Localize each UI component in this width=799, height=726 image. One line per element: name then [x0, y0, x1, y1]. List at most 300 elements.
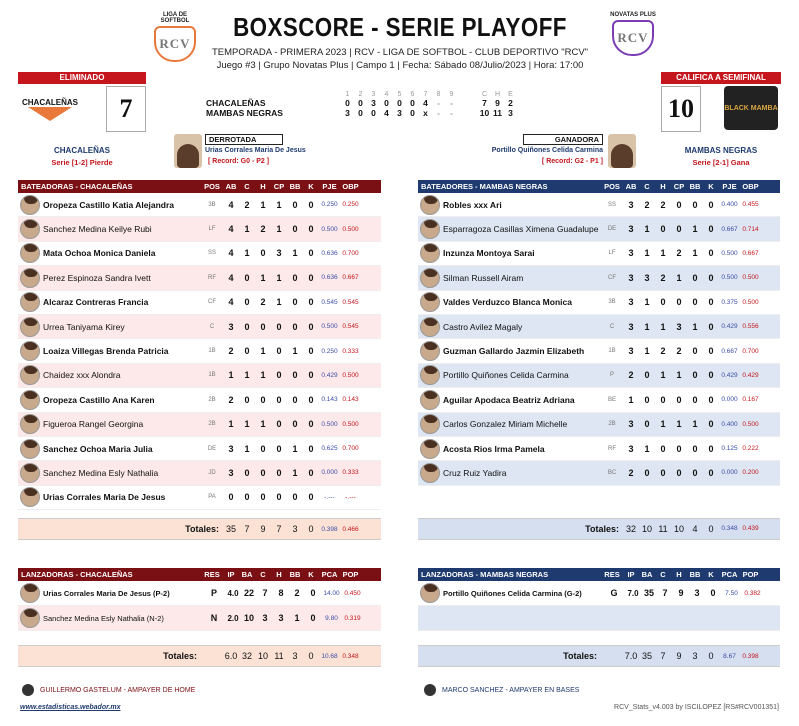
player-avatar	[420, 341, 440, 361]
stat-avg: 0.000	[721, 469, 738, 477]
total-value: 32	[625, 523, 636, 534]
stat-value: 1	[660, 248, 666, 259]
stat-value: 0	[308, 321, 314, 332]
inning-runs: 0	[371, 108, 376, 118]
stat-value: 1	[244, 443, 250, 454]
player-avatar	[20, 341, 40, 361]
stat-value: 0	[308, 419, 314, 430]
position: SS	[207, 250, 216, 257]
stat-avg: 0.429	[321, 371, 338, 379]
stat-value: 0	[660, 297, 666, 308]
player-avatar	[20, 608, 40, 628]
stat-value: 0	[260, 467, 266, 478]
stat-value: 0	[260, 443, 266, 454]
totals-label: Totales:	[163, 651, 197, 661]
player-name: Castro Avilez Magaly	[443, 321, 523, 332]
player-name: Sanchez Medina Esly Nathalia (N-2)	[43, 613, 164, 623]
table-row	[18, 193, 381, 217]
stat-value: 3	[628, 224, 634, 235]
table-row	[418, 437, 780, 461]
site-link[interactable]: www.estadisticas.webador.mx	[20, 704, 121, 711]
stat-value: 0	[292, 419, 298, 430]
group-logo-label: NOVATAS PLUS	[610, 12, 656, 18]
home-status-badge: CALIFICA A SEMIFINAL	[661, 72, 781, 84]
stat-value: 10	[243, 613, 254, 623]
table-header	[18, 180, 381, 193]
stat-value: 0	[708, 467, 714, 478]
inning-runs: 0	[345, 98, 350, 108]
table-row	[418, 315, 780, 339]
total-value: 0.398	[321, 525, 338, 533]
player-avatar	[20, 195, 40, 215]
table-row	[418, 581, 780, 606]
away-score: 7	[106, 86, 146, 132]
player-name: Alcaraz Contreras Francia	[43, 297, 149, 308]
home-umpire	[22, 684, 195, 696]
total-value: 0	[708, 523, 714, 534]
total-value: 10	[673, 523, 684, 534]
stat-value: 0	[708, 321, 714, 332]
position: CF	[608, 274, 616, 281]
inning-header: 4	[384, 91, 389, 98]
stat-value: 0	[260, 394, 266, 405]
inning-runs: -	[450, 98, 453, 108]
total-value: 9	[260, 524, 266, 535]
stat-value: 0	[310, 588, 316, 598]
table-row	[18, 364, 381, 388]
stat-avg: 0.375	[721, 298, 738, 306]
table-row	[18, 291, 381, 315]
player-name: Urias Corrales Maria De Jesus (P-2)	[43, 588, 170, 598]
column-header: C	[260, 570, 266, 579]
league-logo-left	[148, 12, 202, 60]
total-value: 9	[676, 651, 682, 661]
total-value: 11	[274, 651, 284, 661]
stat-value: 1	[644, 346, 650, 357]
position: C	[209, 323, 215, 330]
total-value: 0.348	[721, 525, 738, 533]
column-header: CP	[673, 182, 685, 191]
home-pitching-table	[418, 568, 780, 667]
stat-value: 22	[243, 588, 254, 598]
league-logo-right	[606, 12, 660, 60]
stat-value: 1	[276, 224, 282, 235]
linescore-team: MAMBAS NEGRAS	[206, 108, 283, 118]
inning-header: 9	[449, 91, 454, 98]
stat-value: 0	[244, 346, 250, 357]
table-header	[18, 568, 381, 581]
stat-value: 1	[692, 248, 698, 259]
stat-value: 0	[708, 346, 714, 357]
inning-runs: 4	[384, 108, 389, 118]
away-team-logo	[18, 88, 82, 130]
stat-value: 1	[260, 419, 266, 430]
player-name: Urias Corrales Maria De Jesus	[43, 492, 166, 503]
stat-avg: 9.80	[325, 614, 338, 622]
position: LF	[608, 250, 616, 257]
stat-value: 0	[708, 199, 714, 210]
player-avatar	[20, 463, 40, 483]
player-name: Esparragoza Casillas Ximena Guadalupe	[443, 224, 599, 235]
table-header	[418, 180, 780, 193]
stat-obp: 0.667	[742, 249, 759, 257]
stat-value: 0	[244, 272, 250, 283]
column-header: H	[676, 570, 682, 579]
stat-value: 3	[262, 613, 268, 623]
stat-value: 1	[644, 297, 650, 308]
position: 1B	[208, 372, 216, 379]
linescore-total: 2	[508, 98, 513, 108]
total-value: 3	[692, 651, 698, 661]
stat-value: 0	[308, 443, 314, 454]
column-header: RES	[604, 570, 620, 579]
totals-row	[18, 518, 381, 540]
stat-value: 1	[660, 370, 666, 381]
player-name: Silman Russell Airam	[443, 272, 524, 283]
inning-runs: 4	[423, 98, 428, 108]
stat-obp: 0.429	[742, 371, 759, 379]
stat-value: 0	[228, 492, 234, 503]
stat-value: 4	[228, 297, 234, 308]
position: C	[609, 323, 615, 330]
position: 3B	[608, 299, 616, 306]
inning-runs: -	[437, 108, 440, 118]
stat-avg: -.---	[324, 493, 335, 501]
spacer	[418, 631, 780, 645]
stat-value: 7.0	[627, 588, 639, 598]
stat-value: 4.0	[227, 588, 239, 598]
stat-obp: 0.333	[342, 347, 359, 355]
player-avatar	[420, 243, 440, 263]
stat-value: 3	[628, 199, 634, 210]
table-row	[418, 339, 780, 363]
total-value: 4	[692, 523, 698, 534]
stat-obp: 0.167	[742, 396, 759, 404]
result: P	[210, 588, 217, 598]
player-name: Sanchez Medina Keilye Rubi	[43, 224, 152, 235]
stat-value: 1	[276, 199, 282, 210]
stat-value: 1	[292, 443, 298, 454]
stat-value: 35	[643, 588, 654, 598]
player-avatar	[20, 583, 40, 603]
stat-value: 0	[276, 321, 282, 332]
umpire-icon	[424, 684, 436, 696]
stat-avg: 0.400	[721, 201, 738, 209]
stat-value: 0	[308, 370, 314, 381]
linescore-total: 3	[508, 108, 513, 118]
stat-value: 1	[644, 224, 650, 235]
table-row	[18, 486, 381, 510]
winner-label: GANADORA	[523, 134, 603, 145]
position: P	[609, 372, 614, 379]
loser-photo	[174, 134, 202, 168]
stat-value: 0	[292, 199, 298, 210]
base-umpire-name: MARCO SANCHEZ - AMPAYER EN BASES	[442, 686, 580, 694]
stat-avg: 0.429	[721, 371, 738, 379]
stat-avg: 0.500	[321, 420, 338, 428]
player-name: Mata Ochoa Monica Daniela	[43, 248, 156, 259]
position: 3B	[208, 201, 216, 208]
position: SS	[607, 201, 616, 208]
stat-avg: 0.400	[721, 420, 738, 428]
player-avatar	[420, 365, 440, 385]
stat-value: 1	[644, 443, 650, 454]
stat-obp: 0.319	[344, 614, 361, 622]
total-value: 0.398	[742, 652, 759, 660]
stat-value: 1	[260, 346, 266, 357]
linescore-total: 10	[479, 108, 490, 118]
column-header: POS	[204, 182, 220, 191]
column-header: K	[708, 182, 714, 191]
stat-value: 1	[260, 199, 266, 210]
stat-value: 0	[660, 224, 666, 235]
column-header: AB	[625, 182, 637, 191]
player-avatar	[20, 243, 40, 263]
table-row	[18, 413, 381, 437]
stat-value: 1	[292, 248, 298, 259]
stat-value: 1	[260, 272, 266, 283]
table-row	[18, 266, 381, 290]
position: BE	[607, 396, 616, 403]
position: BC	[607, 469, 617, 476]
table-row	[18, 217, 381, 241]
inning-header: 2	[358, 91, 363, 98]
home-team-name: MAMBAS NEGRAS	[684, 146, 758, 155]
stat-value: 1	[228, 419, 234, 430]
stat-value: 2	[644, 199, 650, 210]
stat-value: 1	[276, 297, 282, 308]
stat-value: 2	[660, 346, 666, 357]
player-name: Loaiza Villegas Brenda Patricia	[43, 346, 169, 357]
stat-value: 2	[628, 467, 634, 478]
stat-value: 0	[676, 467, 682, 478]
stat-value: 0	[308, 272, 314, 283]
spacer	[418, 486, 780, 518]
table-row	[18, 242, 381, 266]
header-line-1: TEMPORADA - PRIMERA 2023 | RCV - LIGA DE SOFTBOL - CLUB DEPORTIVO "RCV"	[211, 47, 589, 58]
total-header: H	[494, 91, 501, 98]
stat-value: 4	[228, 272, 234, 283]
stat-avg: 0.625	[321, 445, 338, 453]
table-row	[418, 461, 780, 485]
position: DE	[607, 226, 617, 233]
player-avatar	[20, 414, 40, 434]
inning-runs: 3	[371, 98, 376, 108]
total-value: 7	[244, 524, 250, 535]
stat-value: 3	[228, 443, 234, 454]
stat-value: 0	[708, 272, 714, 283]
inning-runs: 0	[358, 108, 363, 118]
column-header: BA	[241, 570, 253, 579]
away-logo-text: CHACALEÑAS	[22, 97, 78, 107]
stat-obp: 0.700	[342, 249, 359, 257]
stat-value: 4	[228, 248, 234, 259]
stat-value: 2	[676, 346, 682, 357]
stat-value: 2.0	[227, 613, 239, 623]
totals-label: Totales:	[185, 524, 219, 535]
column-header: BB	[689, 182, 701, 191]
linescore-row-home	[206, 108, 517, 118]
stat-value: 9	[678, 588, 684, 598]
column-header: OBP	[742, 182, 759, 191]
stat-value: 1	[244, 248, 250, 259]
page-title: BOXSCORE - SERIE PLAYOFF	[233, 12, 567, 42]
stat-value: 0	[276, 394, 282, 405]
position: LF	[208, 226, 216, 233]
stat-obp: 0.143	[342, 396, 359, 404]
stat-value: 0	[308, 224, 314, 235]
stat-obp: 0.545	[342, 323, 359, 331]
stat-value: 3	[278, 613, 284, 623]
stat-value: 4	[228, 224, 234, 235]
player-avatar	[420, 317, 440, 337]
stat-value: 0	[644, 467, 650, 478]
stat-obp: 0.382	[744, 589, 761, 597]
player-avatar	[420, 292, 440, 312]
stat-value: 0	[276, 467, 282, 478]
chevron-logo-icon	[28, 107, 72, 121]
stat-value: 0	[276, 443, 282, 454]
column-header: BB	[289, 570, 301, 579]
stat-value: 0	[260, 248, 266, 259]
player-name: Urrea Taniyama Kirey	[43, 321, 125, 332]
stat-value: 3	[228, 321, 234, 332]
version-text: RCV_Stats_v4.003 by ISCILOPEZ [RS#RCV001351]	[614, 704, 779, 711]
result: G	[610, 588, 618, 598]
player-name: Oropeza Castillo Katia Alejandra	[43, 199, 174, 210]
inning-runs: 3	[397, 108, 402, 118]
player-name: Portillo Quiñones Celida Carmina	[443, 370, 569, 381]
player-avatar	[420, 439, 440, 459]
stat-value: 0	[292, 272, 298, 283]
total-value: 3	[292, 524, 298, 535]
stat-obp: 0.200	[742, 469, 759, 477]
stat-value: 3	[628, 346, 634, 357]
stat-obp: 0.500	[742, 274, 759, 282]
umpire-icon	[22, 684, 34, 696]
column-header: PCA	[321, 570, 338, 579]
inning-header: 1	[345, 91, 350, 98]
stat-value: 0	[708, 394, 714, 405]
total-value: 7	[660, 651, 666, 661]
stat-value: 0	[308, 346, 314, 357]
column-header: BA	[641, 570, 653, 579]
stat-obp: 0.545	[342, 298, 359, 306]
rcv-shield-icon: RCV	[154, 26, 196, 62]
stat-value: 1	[692, 321, 698, 332]
stat-value: 2	[294, 588, 300, 598]
stat-obp: 0.500	[342, 225, 359, 233]
stat-value: 0	[308, 394, 314, 405]
player-avatar	[420, 390, 440, 410]
table-row	[418, 413, 780, 437]
player-name: Inzunza Montoya Sarai	[443, 248, 535, 259]
player-name: Robles xxx Ari	[443, 199, 502, 210]
total-value: 10.68	[321, 652, 338, 660]
stat-value: 0	[310, 613, 316, 623]
position: RF	[608, 445, 616, 452]
stat-value: 0	[244, 492, 250, 503]
player-name: Valdes Verduzco Blanca Monica	[443, 297, 572, 308]
stat-value: 0	[292, 370, 298, 381]
stat-avg: 0.500	[321, 225, 338, 233]
stat-value: 0	[708, 297, 714, 308]
stat-value: 1	[276, 272, 282, 283]
home-team-logo: BLACK MAMBA	[724, 86, 778, 130]
header-line-2: Juego #3 | Grupo Novatas Plus | Campo 1 | Fecha: Sábado 08/Julio/2023 | Hora: 17:00	[216, 60, 584, 71]
player-name: Carlos Gonzalez Miriam Michelle	[443, 419, 568, 430]
player-name: Acosta Rios Irma Pamela	[443, 443, 545, 454]
home-batting-table	[418, 180, 780, 540]
player-avatar	[420, 268, 440, 288]
stat-obp: 0.714	[742, 225, 759, 233]
column-header: OBP	[342, 182, 359, 191]
linescore-total: 11	[493, 108, 502, 118]
total-value: 10	[641, 523, 652, 534]
stat-value: 1	[260, 370, 266, 381]
stat-value: 1	[660, 419, 666, 430]
player-name: Chaidez xxx Alondra	[43, 370, 121, 381]
table-row	[418, 388, 780, 412]
empty-row	[418, 606, 780, 631]
inning-runs: 0	[384, 98, 389, 108]
league-logo-label: LIGA DE SOFTBOL	[160, 12, 190, 24]
player-name: Sanchez Medina Esly Nathalia	[43, 467, 159, 478]
column-header: BB	[689, 570, 701, 579]
away-status-badge: ELIMINADO	[18, 72, 146, 84]
player-avatar	[420, 463, 440, 483]
stat-value: 1	[644, 248, 650, 259]
inning-header: 3	[371, 91, 376, 98]
position: 1B	[608, 348, 616, 355]
column-header: BB	[289, 182, 301, 191]
table-row	[418, 364, 780, 388]
player-avatar	[20, 439, 40, 459]
stat-value: 1	[292, 467, 298, 478]
stat-avg: 0.429	[721, 323, 738, 331]
column-header: IP	[227, 570, 235, 579]
stat-obp: 0.700	[342, 445, 359, 453]
column-header: K	[308, 182, 314, 191]
player-avatar	[420, 414, 440, 434]
stat-avg: 0.000	[321, 469, 338, 477]
inning-runs: 0	[410, 108, 415, 118]
stat-value: 2	[228, 346, 234, 357]
stat-value: 3	[628, 297, 634, 308]
player-avatar	[20, 268, 40, 288]
position: 2B	[608, 421, 616, 428]
column-header: C	[644, 182, 650, 191]
linescore-header	[206, 88, 517, 98]
winner-name: Portillo Quiñones Celida Carmina	[491, 147, 603, 154]
stat-value: 1	[292, 346, 298, 357]
column-header: PCA	[721, 570, 738, 579]
player-name: Cruz Ruiz Yadira	[443, 467, 507, 478]
position: 1B	[208, 348, 216, 355]
table-title: LANZADORAS - CHACALEÑAS	[21, 570, 133, 579]
stat-value: 0	[308, 492, 314, 503]
player-avatar	[20, 292, 40, 312]
inning-header: 6	[410, 91, 415, 98]
column-header: POS	[604, 182, 620, 191]
stat-avg: 0.667	[721, 347, 738, 355]
stat-value: 0	[644, 370, 650, 381]
table-row	[18, 581, 381, 606]
home-umpire-name: GUILLERMO GASTELUM - AMPAYER DE HOME	[40, 686, 196, 694]
stat-value: 0	[708, 419, 714, 430]
stat-value: 2	[628, 370, 634, 381]
player-avatar	[20, 390, 40, 410]
